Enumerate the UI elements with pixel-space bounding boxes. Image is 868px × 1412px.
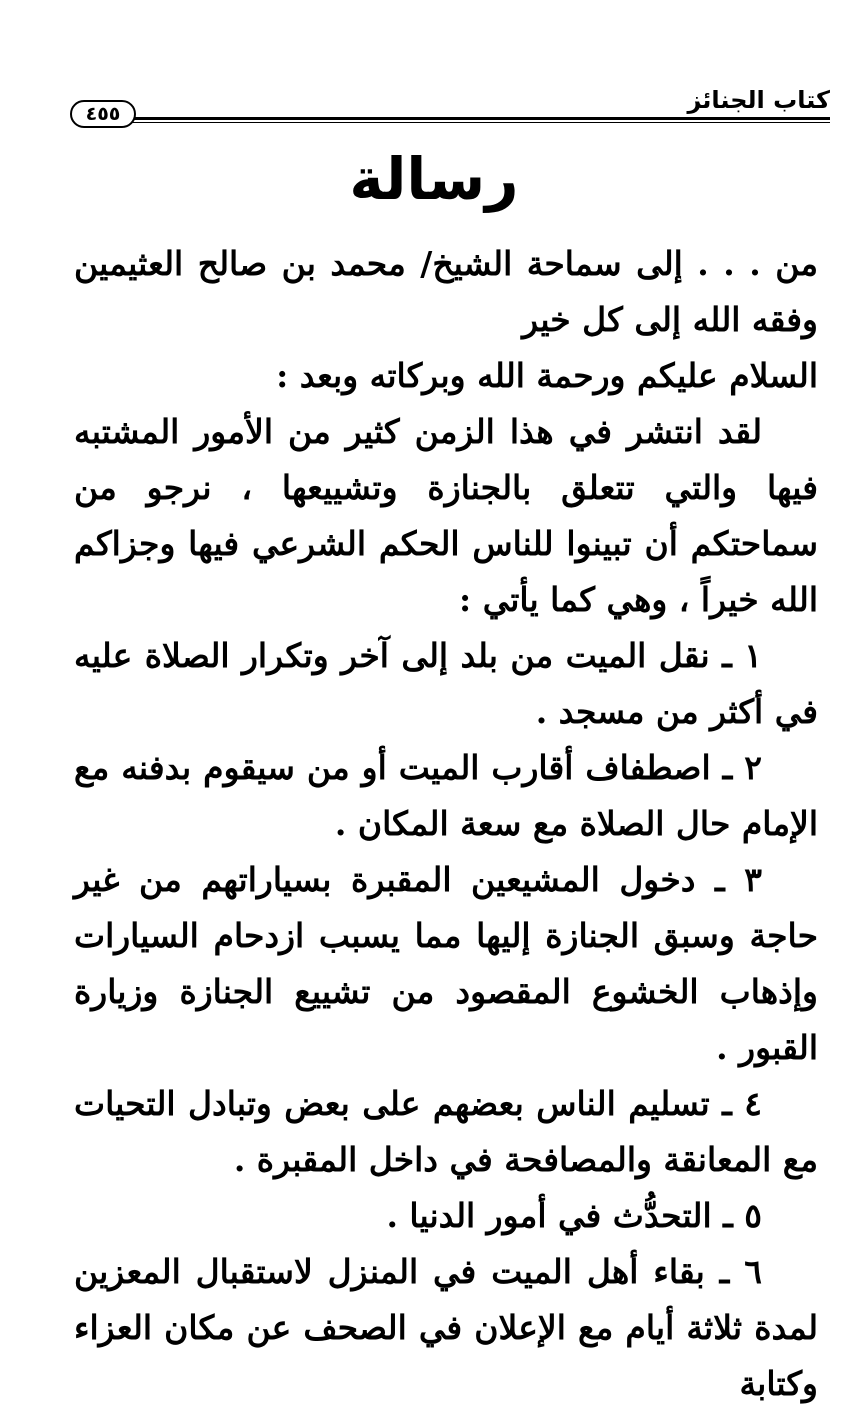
list-item-1: ١ ـ نقل الميت من بلد إلى آخر وتكرار الصلاة عليه في أكثر من مسجد . <box>74 636 818 731</box>
list-item-3: ٣ ـ دخول المشيعين المقبرة بسياراتهم من غير حاجة وسبق الجنازة إليها مما يسبب ازدحام السيارات وإذهاب الخشوع المقصود من تشييع الجنازة وزيارة القبور . <box>74 860 818 1067</box>
book-title: كتاب الجنائز <box>687 86 830 114</box>
letter-title: رسالة <box>349 145 519 213</box>
recipient-line: من . . . إلى سماحة الشيخ/ محمد بن صالح العثيمين وفقه الله إلى كل خير <box>74 244 818 339</box>
greeting-line: السلام عليكم ورحمة الله وبركاته وبعد : <box>276 356 818 395</box>
list-item-4: ٤ ـ تسليم الناس بعضهم على بعض وتبادل التحيات مع المعانقة والمصافحة في داخل المقبرة . <box>74 1084 818 1179</box>
letter-body <box>74 236 818 1412</box>
list-item-2: ٢ ـ اصطفاف أقارب الميت أو من سيقوم بدفنه مع الإمام حال الصلاة مع سعة المكان . <box>74 748 818 843</box>
header-rule <box>130 117 830 123</box>
page-number: ٤٥٥ <box>70 100 136 128</box>
list-item-6: ٦ ـ بقاء أهل الميت في المنزل لاستقبال المعزين لمدة ثلاثة أيام مع الإعلان في الصحف عن مكان العزاء وكتابة <box>74 1252 818 1403</box>
intro-paragraph: لقد انتشر في هذا الزمن كثير من الأمور المشتبه فيها والتي تتعلق بالجنازة وتشييعها ، نرجو من سماحتكم أن تبينوا للناس الحكم الشرعي فيها وجزاكم الله خيراً ، وهي كما يأتي : <box>74 412 818 619</box>
list-item-5: ٥ ـ التحدُّث في أمور الدنيا . <box>386 1196 762 1235</box>
running-header <box>70 82 830 126</box>
